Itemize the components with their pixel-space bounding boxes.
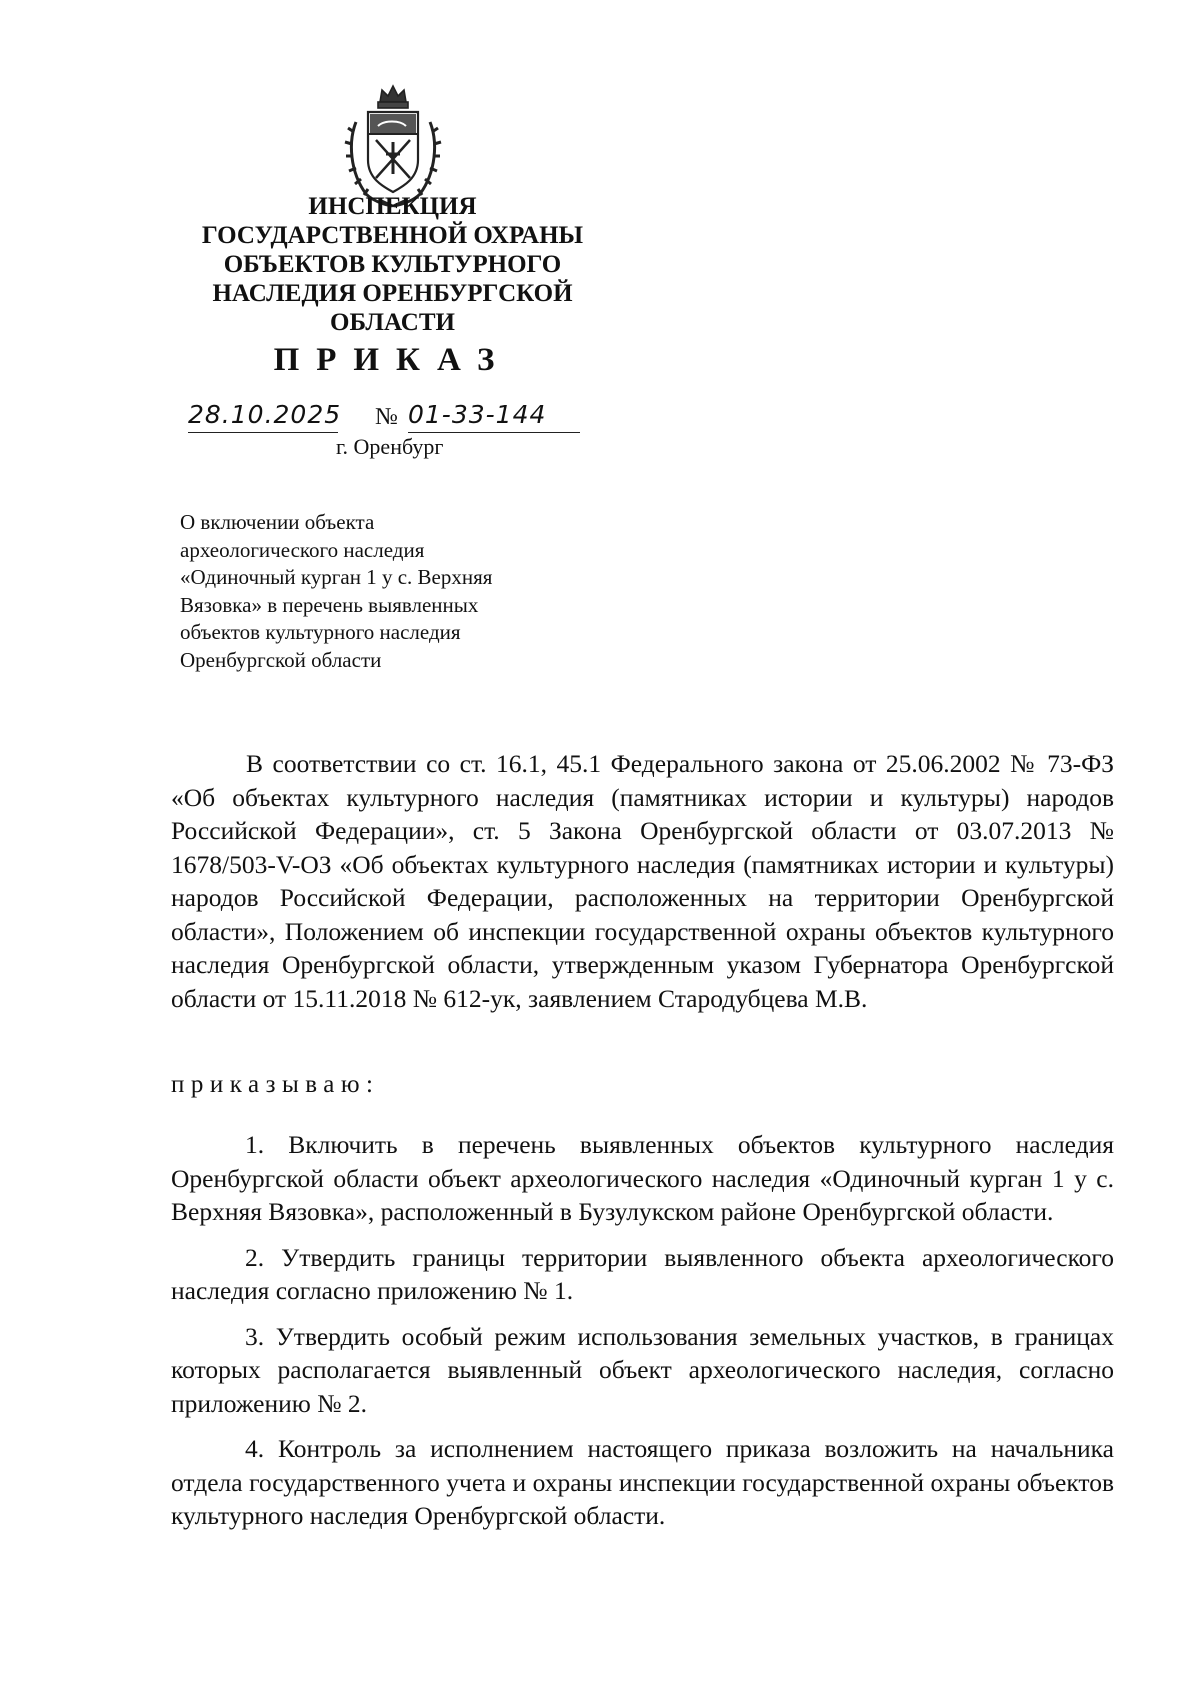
org-line: ОБЪЕКТОВ КУЛЬТУРНОГО <box>223 251 562 278</box>
org-line: ИНСПЕКЦИЯ <box>308 193 477 220</box>
orders-word: приказываю: <box>171 1071 380 1098</box>
orenburg-coat-of-arms-icon <box>342 82 444 210</box>
order-items <box>171 1128 1114 1545</box>
org-line: НАСЛЕДИЯ ОРЕНБУРГСКОЙ <box>212 280 573 307</box>
document-type-title: ПРИКАЗ <box>273 342 512 378</box>
subject-line: Оренбургской области <box>180 647 382 672</box>
order-item: 2. Утвердить границы территории выявленного объекта археологического наследия согласно приложению № 1. <box>171 1242 1114 1305</box>
subject-line: Вязовка» в перечень выявленных <box>180 592 479 617</box>
subject-line: объектов культурного наследия <box>180 620 461 644</box>
order-item: 3. Утвердить особый режим использования земельных участков, в границах которых располагается выявленный объект археологического наследия, согласно приложению № 2. <box>171 1321 1114 1418</box>
document-subject <box>180 509 600 674</box>
subject-line: археологического наследия <box>180 537 425 562</box>
number-label: № <box>375 404 398 430</box>
subject-line: «Одиночный курган 1 у с. Верхняя <box>180 565 493 589</box>
date-number-line <box>180 398 600 434</box>
city-name: г. Оренбург <box>336 434 444 459</box>
subject-line: О включении объекта <box>180 510 375 534</box>
order-item: 4. Контроль за исполнением настоящего приказа возложить на начальника отдела государственного учета и охраны инспекции государственной охраны объектов культурного наследия Оренбургской области. <box>171 1434 1114 1530</box>
organization-name <box>165 192 620 337</box>
preamble-paragraph: В соответствии со ст. 16.1, 45.1 Федерального закона от 25.06.2002 № 73-ФЗ «Об объектах культурного наследия (памятниках истории и культуры) народов Российской Федерации», ст. 5 Закона Оренбургской области от 03.07.2013 № 1678/503-V-ОЗ «Об объектах культурного наследия (памятниках истории и культуры) народов Российской Федерации, расположенных на территории Оренбургской области», Положением об инспекции государственной охраны объектов культурного наследия Оренбургской области, утвержденным указом Губернатора Оренбургской области от 15.11.2018 № 612-ук, заявлением Стародубцева М.В. <box>171 749 1114 1013</box>
org-line: ГОСУДАРСТВЕННОЙ ОХРАНЫ <box>201 222 584 249</box>
order-item: 1. Включить в перечень выявленных объектов культурного наследия Оренбургской области объект археологического наследия «Одиночный курган 1 у с. Верхняя Вязовка», расположенный в Бузулукском районе Оренбургской области. <box>171 1130 1114 1226</box>
document-number: 01-33-144 <box>408 398 580 433</box>
document-date: 28.10.2025 <box>188 398 338 433</box>
org-line: ОБЛАСТИ <box>330 309 455 336</box>
